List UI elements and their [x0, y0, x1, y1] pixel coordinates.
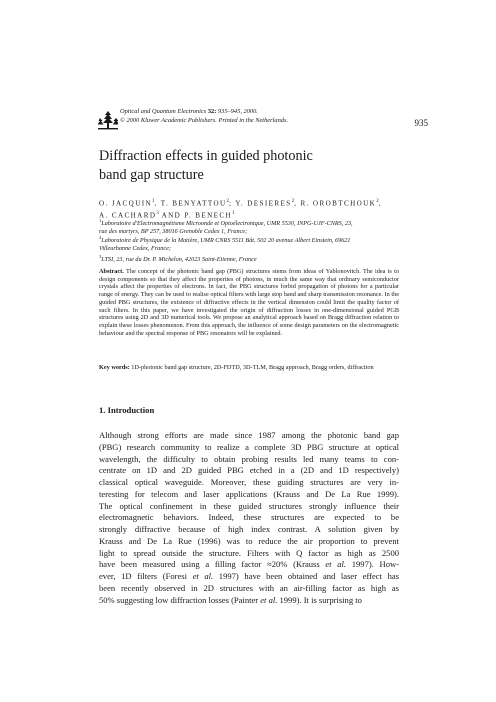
author-name: Y. DESIERES [235, 199, 292, 208]
body-text [99, 430, 399, 606]
body-line: The optical confinement in these guided structures strongly influence their [99, 500, 399, 511]
author-line: A. CACHARD$^3$ AND P. BENECH$^1$ [99, 210, 235, 219]
affiliation: $^2$Laboratoire de Physique de la Matière, UMR CNRS 5511 Bât. 502 20 avenue Albert Einstein, 69621 Villeurbanne Cedex, France; [99, 235, 351, 253]
journal-citation: Optical and Quantum Electronics 32: 935–945, 2000. [120, 108, 258, 115]
author-line: O. JACQUIN$^1$, T. BENYATTOU$^2$; Y. DESIERES$^2$, R. OROBTCHOUK$^2$, [99, 199, 382, 208]
author-name: R. OROBTCHOUK [300, 199, 377, 208]
body-line: wavelength, the difficulty to obtain probing results led many teams to con- [99, 453, 399, 464]
keywords [99, 364, 399, 372]
body-line: Although strong efforts are made since 1987 among the photonic band gap [99, 430, 399, 440]
keywords-label: Key words: [99, 364, 130, 371]
body-line: been recently observed in 2D structures with an air-filling factor as high as [99, 582, 399, 593]
abstract-label: Abstract. [99, 268, 124, 275]
author-name: A. CACHARD [99, 210, 157, 219]
section-heading: 1. Introduction [99, 405, 155, 415]
author-name: T. BENYATTOU [160, 199, 227, 208]
body-line: electromagnetic behaviors. Indeed, these structures are expected to be [99, 512, 399, 523]
journal-header [98, 108, 428, 130]
body-line: (PBG) research community to realize a complete 3D PBG structure at optical [99, 441, 399, 452]
body-line: light to spread outside the structure. Filters with Q factor as high as 2500 [99, 547, 399, 558]
author-name: O. JACQUIN [99, 199, 153, 208]
body-line: classical optical waveguide. Moreover, these guiding structures are very in- [99, 477, 399, 487]
keywords-text: 1D-photonic band gap structure, 2D-FDTD, 3D-TLM, Bragg approach, Bragg orders, diffraction [131, 364, 374, 371]
abstract-text: The concept of the photonic band gap (PBG) structures stems from ideas of Yablonovitch. The idea is to design components so that they affect the properties of photons, in much the same way that ordinary semiconductor crystals affect the properties of electrons. In fact, the PBG structures forbid propagation of photons for a particular range of energy. They can be used to realise optical filters with large stop band and sharp transmission resonance. In the guided PBG structures, the existence of diffractive effects in the vertical dimension could limit the quality factor of such filters. In this paper, we have investigated the origin of diffraction losses in one-dimensional guided PGB structures using 2D and 3D numerical tools. We propose an analytical approach based on Bragg diffraction relation to explain these losses phenomenon. From this approach, the influence of some design parameters on the electromagnetic behaviour and the spectral response of PBG resonators will be explained. [99, 268, 400, 337]
paper-title [99, 147, 419, 185]
title-line: band gap structure [99, 167, 204, 183]
page-number: 935 [414, 118, 428, 128]
body-line: strongly diffractive because of high index contrast. A solution given by [99, 524, 399, 534]
body-line: centrate on 1D and 2D guided PBG etched in a (2D and 1D respectively) [99, 465, 399, 476]
abstract [99, 268, 399, 337]
affiliation: $^1$Laboratoire d'Electromagnétisme Microonde et Optoélectronique, UMR 5530, INPG-UJF-CNRS, 23, rue des martyrs, BP 257, 38016 Grenoble Cedex 1, France; [99, 218, 353, 236]
author-name: P. BENECH [184, 210, 233, 219]
kluwer-tree-logo-icon [98, 110, 118, 130]
body-line: have been measured using a filling factor ≈20% (Krauss et al. 1997). How- [99, 559, 399, 570]
title-line: Diffraction effects in guided photonic [99, 148, 313, 164]
copyright-notice: © 2000 Kluwer Academic Publishers. Printed in the Netherlands. [120, 117, 289, 124]
body-line: Krauss and De La Rue (1996) was to reduce the air proportion to prevent [99, 535, 399, 546]
body-line: teresting for telecom and laser applications (Krauss and De La Rue 1999). [99, 488, 399, 499]
body-line: 50% suggesting low diffraction losses (Painter et al. 1999). It is surprising to [99, 594, 362, 605]
body-line: ever, 1D filters (Foresi et al. 1997) have been obtained and laser effect has [99, 571, 399, 581]
affiliation: $^3$LTSI, 23, rue du Dr. P. Michelon, 42023 Saint-Etienne, France [99, 254, 257, 264]
